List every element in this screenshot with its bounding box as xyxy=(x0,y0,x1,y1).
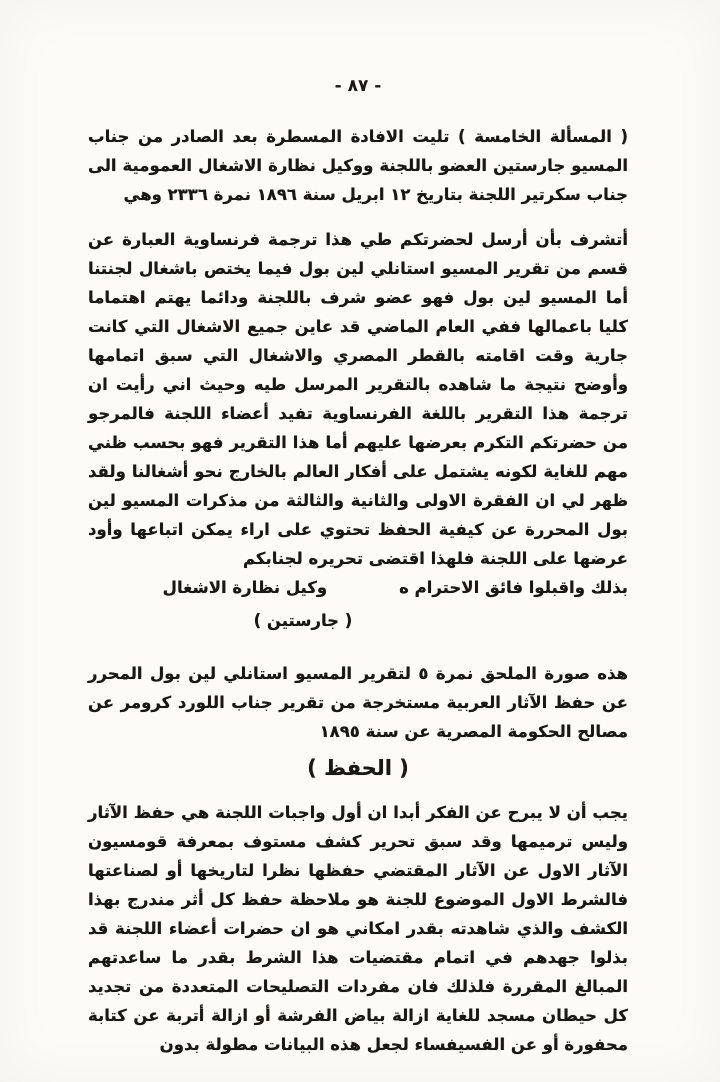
letter-closing: بذلك واقبلوا فائق الاحترام ه xyxy=(399,578,628,597)
signature-name: ( جارستين ) xyxy=(253,611,353,630)
signature-role: وكيل نظارة الاشغال xyxy=(162,578,328,597)
appendix-note-paragraph: هذه صورة الملحق نمرة ٥ لتقرير المسيو استانلي لين بول المحرر عن حفظ الآثار العربية مستخرجة من تقرير جناب اللورد كرومر عن مصالح الحكومة المصرية عن سنة ١٨٩٥ xyxy=(88,664,628,741)
page-number: - ٨٧ - xyxy=(334,76,382,96)
section-body-paragraph: يجب أن لا يبرح عن الفكر أبدا ان أول واجبات اللجنة هي حفظ الآثار وليس ترميمها وقد سبق تحرير كشف مستوف بمعرفة قومسيون الآثار الاول عن الآثار المقتضي حفظها نظرا لتاريخها أو لصناعتها فالشرط الاول الموضوع للجنة هو ملاحظة حفظ كل أثر مندرج بهذا الكشف والذي شاهدته بقدر امكاني هو ان حضرات أعضاء اللجنة قد بذلوا جهدهم في اتمام مقتضيات هذا الشرط بقدر ما ساعدتهم المبالغ المقررة فلذلك فان مفردات التصليحات المتعددة من تجديد كل حيطان مسجد للغاية ازالة بياض الفرشة أو ازالة أتربة عن كتابة محفورة أو عن الفسيفساء لجعل هذه البيانات مطولة بدون xyxy=(88,803,628,1054)
minute-intro-paragraph: ( المسألة الخامسة ) تليت الافادة المسطرة بعد الصادر من جناب المسيو جارستين العضو باللجنة ووكيل نظارة الاشغال العمومية الى جناب سكرتير اللجنة بتاريخ ١٢ ابريل سنة ١٨٩٦ نمرة ٢٣٣٦ وهي xyxy=(88,127,628,204)
letter-closing-row xyxy=(88,573,628,602)
page-content xyxy=(88,76,628,1075)
letter-body-paragraph: أتشرف بأن أرسل لحضرتكم طي هذا ترجمة فرنساوية العبارة عن قسم من تقرير المسيو استانلي لين بول فيما يختص باشغال لجنتنا أما المسيو لين بول فهو عضو شرف باللجنة ودائما يهتم اهتماما كليا باعمالها ففي العام الماضي قد عاين جميع الاشغال التي كانت جارية وقت اقامته بالقطر المصري والاشغال التي سبق اتمامها وأوضح نتيجة ما شاهده بالتقرير المرسل طيه وحيث اني رأيت ان ترجمة هذا التقرير باللغة الفرنساوية تفيد أعضاء اللجنة فالمرجو من حضرتكم التكرم بعرضها عليهم أما هذا التقرير فهو بحسب ظني مهم للغاية لكونه يشتمل على أفكار العالم بالخارج نحو أشغالنا ولقد ظهر لي ان الفقرة الاولى والثانية والثالثة من مذكرات المسيو لين بول المحررة عن كيفية الحفظ تحتوي على اراء يمكن اتباعها وأود عرضها على اللجنة فلهذا اقتضى تحريره لجنابكم xyxy=(88,230,628,568)
section-heading: ( الحفظ ) xyxy=(307,756,409,780)
